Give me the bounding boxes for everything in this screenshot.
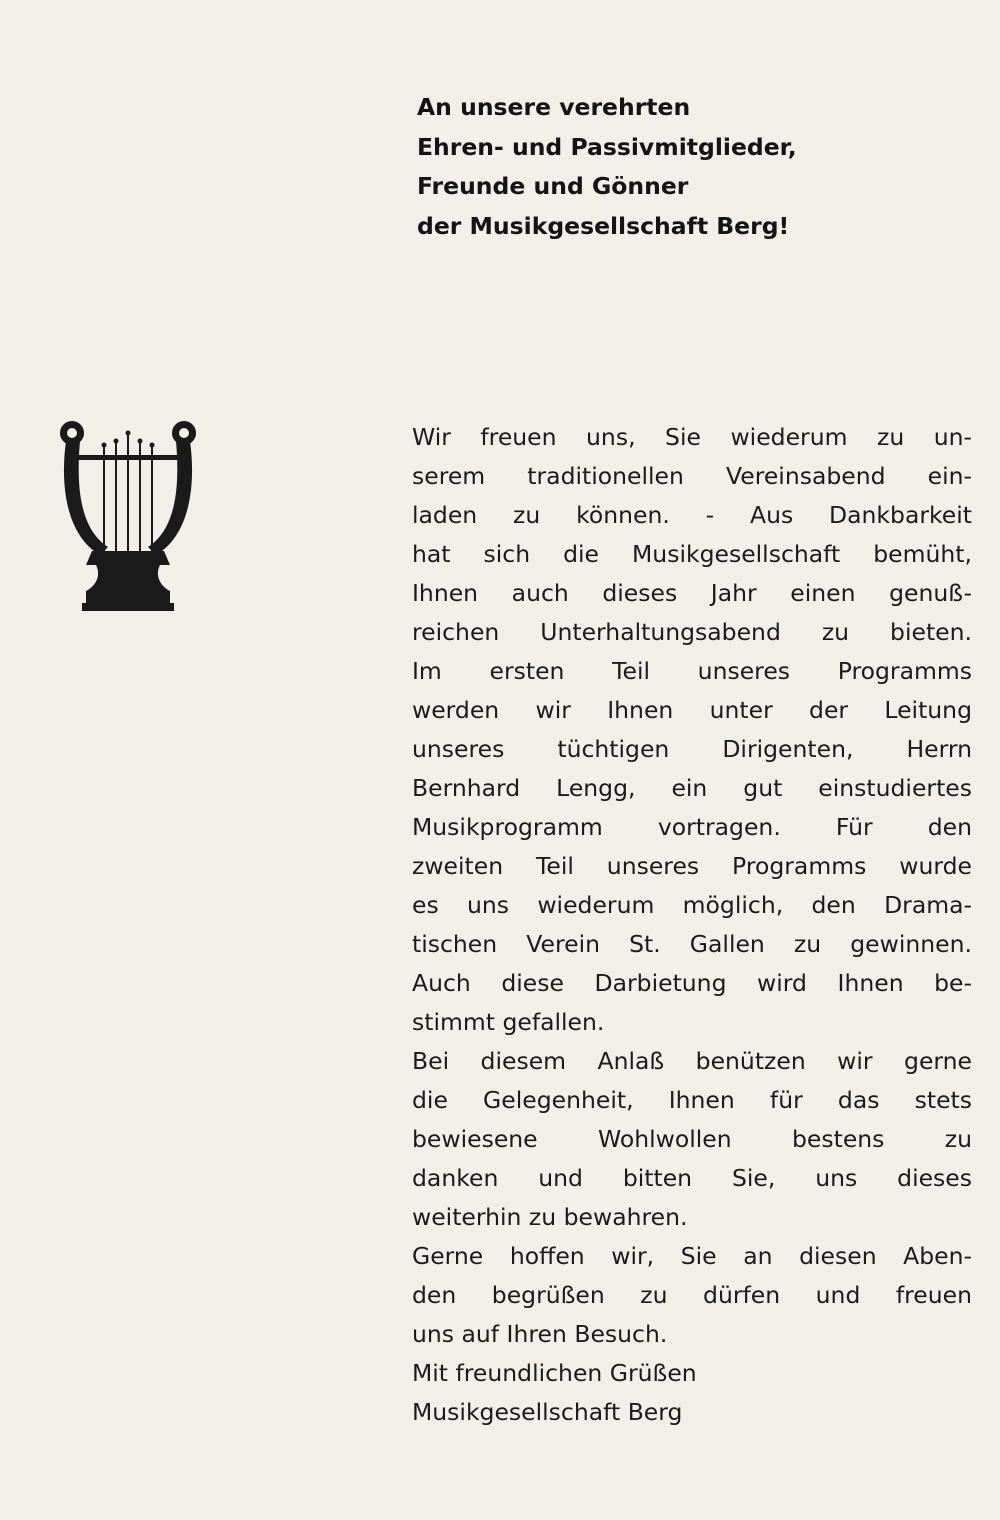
letter-line: Musikprogramm vortragen. Für den bbox=[412, 813, 972, 841]
letter-line: Gerne hoffen wir, Sie an diesen Aben- bbox=[412, 1242, 972, 1270]
letter-line: Bei diesem Anlaß benützen wir gerne bbox=[412, 1047, 972, 1075]
letter-body bbox=[412, 418, 972, 1432]
letter-line: reichen Unterhaltungsabend zu bieten. bbox=[412, 618, 972, 646]
salutation-line: An unsere verehrten bbox=[417, 93, 691, 121]
signature-line: Musikgesellschaft Berg bbox=[412, 1398, 683, 1426]
letter-line: hat sich die Musikgesellschaft bemüht, bbox=[412, 540, 972, 568]
letter-line: Im ersten Teil unseres Programms bbox=[412, 657, 972, 685]
lyre-icon bbox=[58, 415, 198, 615]
letter-line: laden zu können. - Aus Dankbarkeit bbox=[412, 501, 972, 529]
salutation-line: Freunde und Gönner bbox=[417, 172, 689, 200]
letter-line: Auch diese Darbietung wird Ihnen be- bbox=[412, 969, 972, 997]
letter-line: serem traditionellen Vereinsabend ein- bbox=[412, 462, 972, 490]
letter-line: es uns wiederum möglich, den Drama- bbox=[412, 891, 972, 919]
closing-greeting: Mit freundlichen Grüßen bbox=[412, 1359, 697, 1387]
letter-line: die Gelegenheit, Ihnen für das stets bbox=[412, 1086, 972, 1114]
letter-line: weiterhin zu bewahren. bbox=[412, 1203, 688, 1231]
letter-line: werden wir Ihnen unter der Leitung bbox=[412, 696, 972, 724]
letter-line: Ihnen auch dieses Jahr einen genuß- bbox=[412, 579, 972, 607]
salutation-line: Ehren- und Passivmitglieder, bbox=[417, 132, 797, 161]
letter-line: tischen Verein St. Gallen zu gewinnen. bbox=[412, 930, 972, 958]
salutation-heading bbox=[417, 88, 877, 246]
letter-line: bewiesene Wohlwollen bestens zu bbox=[412, 1125, 972, 1153]
letter-line: Bernhard Lengg, ein gut einstudiertes bbox=[412, 774, 972, 802]
letter-line: uns auf Ihren Besuch. bbox=[412, 1320, 668, 1348]
letter-line: unseres tüchtigen Dirigenten, Herrn bbox=[412, 735, 972, 763]
letter-line: danken und bitten Sie, uns dieses bbox=[412, 1164, 972, 1192]
letter-line: Wir freuen uns, Sie wiederum zu un- bbox=[412, 423, 972, 451]
letter-line: den begrüßen zu dürfen und freuen bbox=[412, 1281, 972, 1309]
letter-line: zweiten Teil unseres Programms wurde bbox=[412, 852, 972, 880]
salutation-line: der Musikgesellschaft Berg! bbox=[417, 211, 790, 240]
letter-line: stimmt gefallen. bbox=[412, 1008, 605, 1036]
